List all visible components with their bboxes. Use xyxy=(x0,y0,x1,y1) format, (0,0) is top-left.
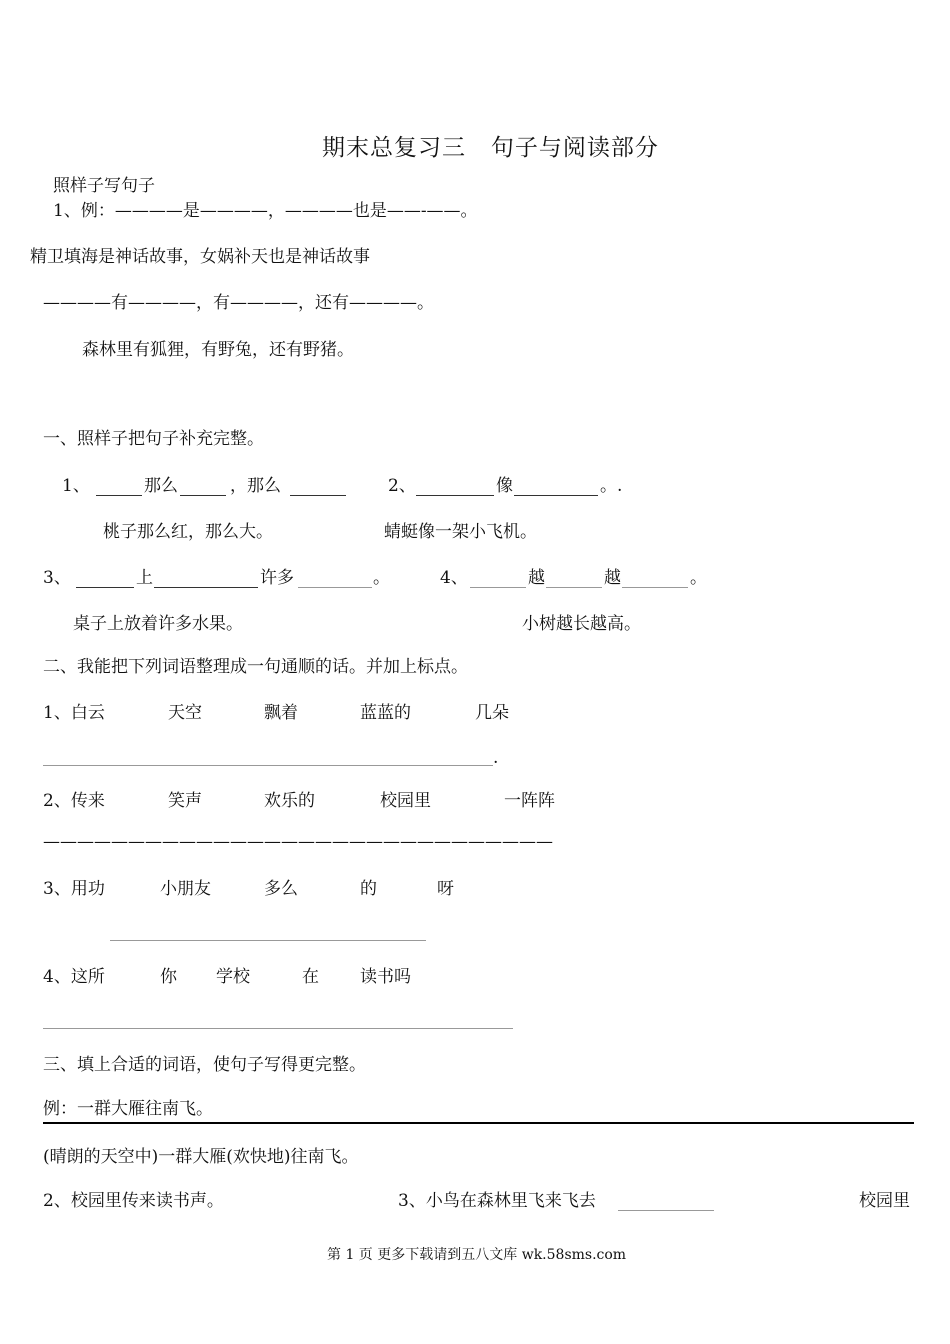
s1-item2-blank1[interactable] xyxy=(416,495,494,496)
s3-example-answer: (晴朗的天空中)一群大雁(欢快地)往南飞。 xyxy=(43,1147,359,1167)
page-title: 期末总复习三 句子与阅读部分 xyxy=(322,135,659,161)
s2-q3-word: 3、用功 xyxy=(43,879,105,899)
s1-item4-blank3[interactable] xyxy=(622,587,688,588)
intro-q2-pattern: ————有————，有————，还有————。 xyxy=(43,293,434,313)
s2-q3-word: 多么 xyxy=(264,879,298,899)
s1-item2-blank2[interactable] xyxy=(514,495,598,496)
s1-item3-blank1[interactable] xyxy=(76,587,134,588)
s2-q1-word: 天空 xyxy=(168,703,202,723)
s1-item2-end: 。. xyxy=(600,476,623,496)
s2-q1-word: 蓝蓝的 xyxy=(360,703,411,723)
s1-example2: 蜻蜓像一架小飞机。 xyxy=(384,522,537,542)
s2-q1-word: 几朵 xyxy=(475,703,509,723)
s1-item1-word2: ，那么 xyxy=(230,476,281,496)
intro-heading: 照样子写句子 xyxy=(53,176,155,196)
s1-item1-blank2[interactable] xyxy=(180,495,226,496)
s1-example1: 桃子那么红，那么大。 xyxy=(103,522,273,542)
s1-item3-word1: 上 xyxy=(136,568,153,588)
s1-item3-blank2[interactable] xyxy=(154,587,258,588)
s1-example4: 小树越长越高。 xyxy=(522,614,641,634)
s1-item3-word2: 许多 xyxy=(260,568,294,588)
s1-item4-blank2[interactable] xyxy=(546,587,602,588)
page-divider xyxy=(43,1122,914,1124)
s2-q2-word: 2、传来 xyxy=(43,791,105,811)
s2-q4-word: 学校 xyxy=(216,967,250,987)
s2-q2-word: 一阵阵 xyxy=(504,791,555,811)
s1-example3: 桌子上放着许多水果。 xyxy=(73,614,243,634)
s1-item1-blank1[interactable] xyxy=(96,495,142,496)
s2-q3-word: 的 xyxy=(360,879,377,899)
intro-q1-example: 精卫填海是神话故事，女娲补天也是神话故事 xyxy=(30,247,370,267)
s3-example-label: 例：一群大雁往南飞。 xyxy=(43,1099,213,1119)
s1-item4-blank1[interactable] xyxy=(470,587,526,588)
s2-q4-word: 在 xyxy=(302,967,319,987)
s2-q3-answer-line[interactable] xyxy=(110,940,426,941)
s2-q1-end: . xyxy=(493,748,499,768)
s2-q4-word: 4、这所 xyxy=(43,967,105,987)
s2-q2-answer-line[interactable]: —————————————————————————————— xyxy=(43,834,553,851)
s2-q2-word: 笑声 xyxy=(168,791,202,811)
s2-q3-word: 小朋友 xyxy=(160,879,211,899)
s2-q4-word: 读书吗 xyxy=(360,967,411,987)
s1-item3-num: 3、 xyxy=(43,568,71,588)
s2-q2-word: 欢乐的 xyxy=(264,791,315,811)
s1-item1-num: 1、 xyxy=(62,476,90,496)
s2-q3-word: 呀 xyxy=(437,879,454,899)
s3-q3-tail: 校园里 xyxy=(859,1191,910,1211)
s2-q4-answer-line[interactable] xyxy=(43,1028,513,1029)
intro-q1-pattern: 1、例：————是————，————也是——-——。 xyxy=(53,201,478,221)
s1-item2-num: 2、 xyxy=(388,476,416,496)
s2-q2-word: 校园里 xyxy=(380,791,431,811)
s1-item4-word1: 越 xyxy=(528,568,545,588)
s3-q2: 2、校园里传来读书声。 xyxy=(43,1191,224,1211)
section1-heading: 一、照样子把句子补充完整。 xyxy=(43,429,264,449)
s3-q3-blank[interactable] xyxy=(618,1210,714,1211)
s1-item1-word1: 那么 xyxy=(144,476,178,496)
s1-item4-end: 。 xyxy=(690,568,707,588)
s1-item1-blank3[interactable] xyxy=(290,495,346,496)
s1-item3-end: 。 xyxy=(373,568,390,588)
s1-item3-blank3[interactable] xyxy=(298,587,372,588)
s2-q1-word: 飘着 xyxy=(264,703,298,723)
s2-q1-word: 1、白云 xyxy=(43,703,105,723)
s2-q1-answer-line[interactable] xyxy=(43,765,493,766)
page-footer: 第 1 页 更多下载请到五八文库 wk.58sms.com xyxy=(327,1247,627,1263)
intro-q2-example: 森林里有狐狸，有野兔，还有野猪。 xyxy=(82,340,354,360)
section2-heading: 二、我能把下列词语整理成一句通顺的话。并加上标点。 xyxy=(43,657,468,677)
s2-q4-word: 你 xyxy=(160,967,177,987)
s1-item4-word2: 越 xyxy=(604,568,621,588)
s3-q3: 3、小鸟在森林里飞来飞去 xyxy=(398,1191,596,1211)
section3-heading: 三、填上合适的词语，使句子写得更完整。 xyxy=(43,1055,366,1075)
s1-item2-word1: 像 xyxy=(496,476,513,496)
s1-item4-num: 4、 xyxy=(440,568,468,588)
